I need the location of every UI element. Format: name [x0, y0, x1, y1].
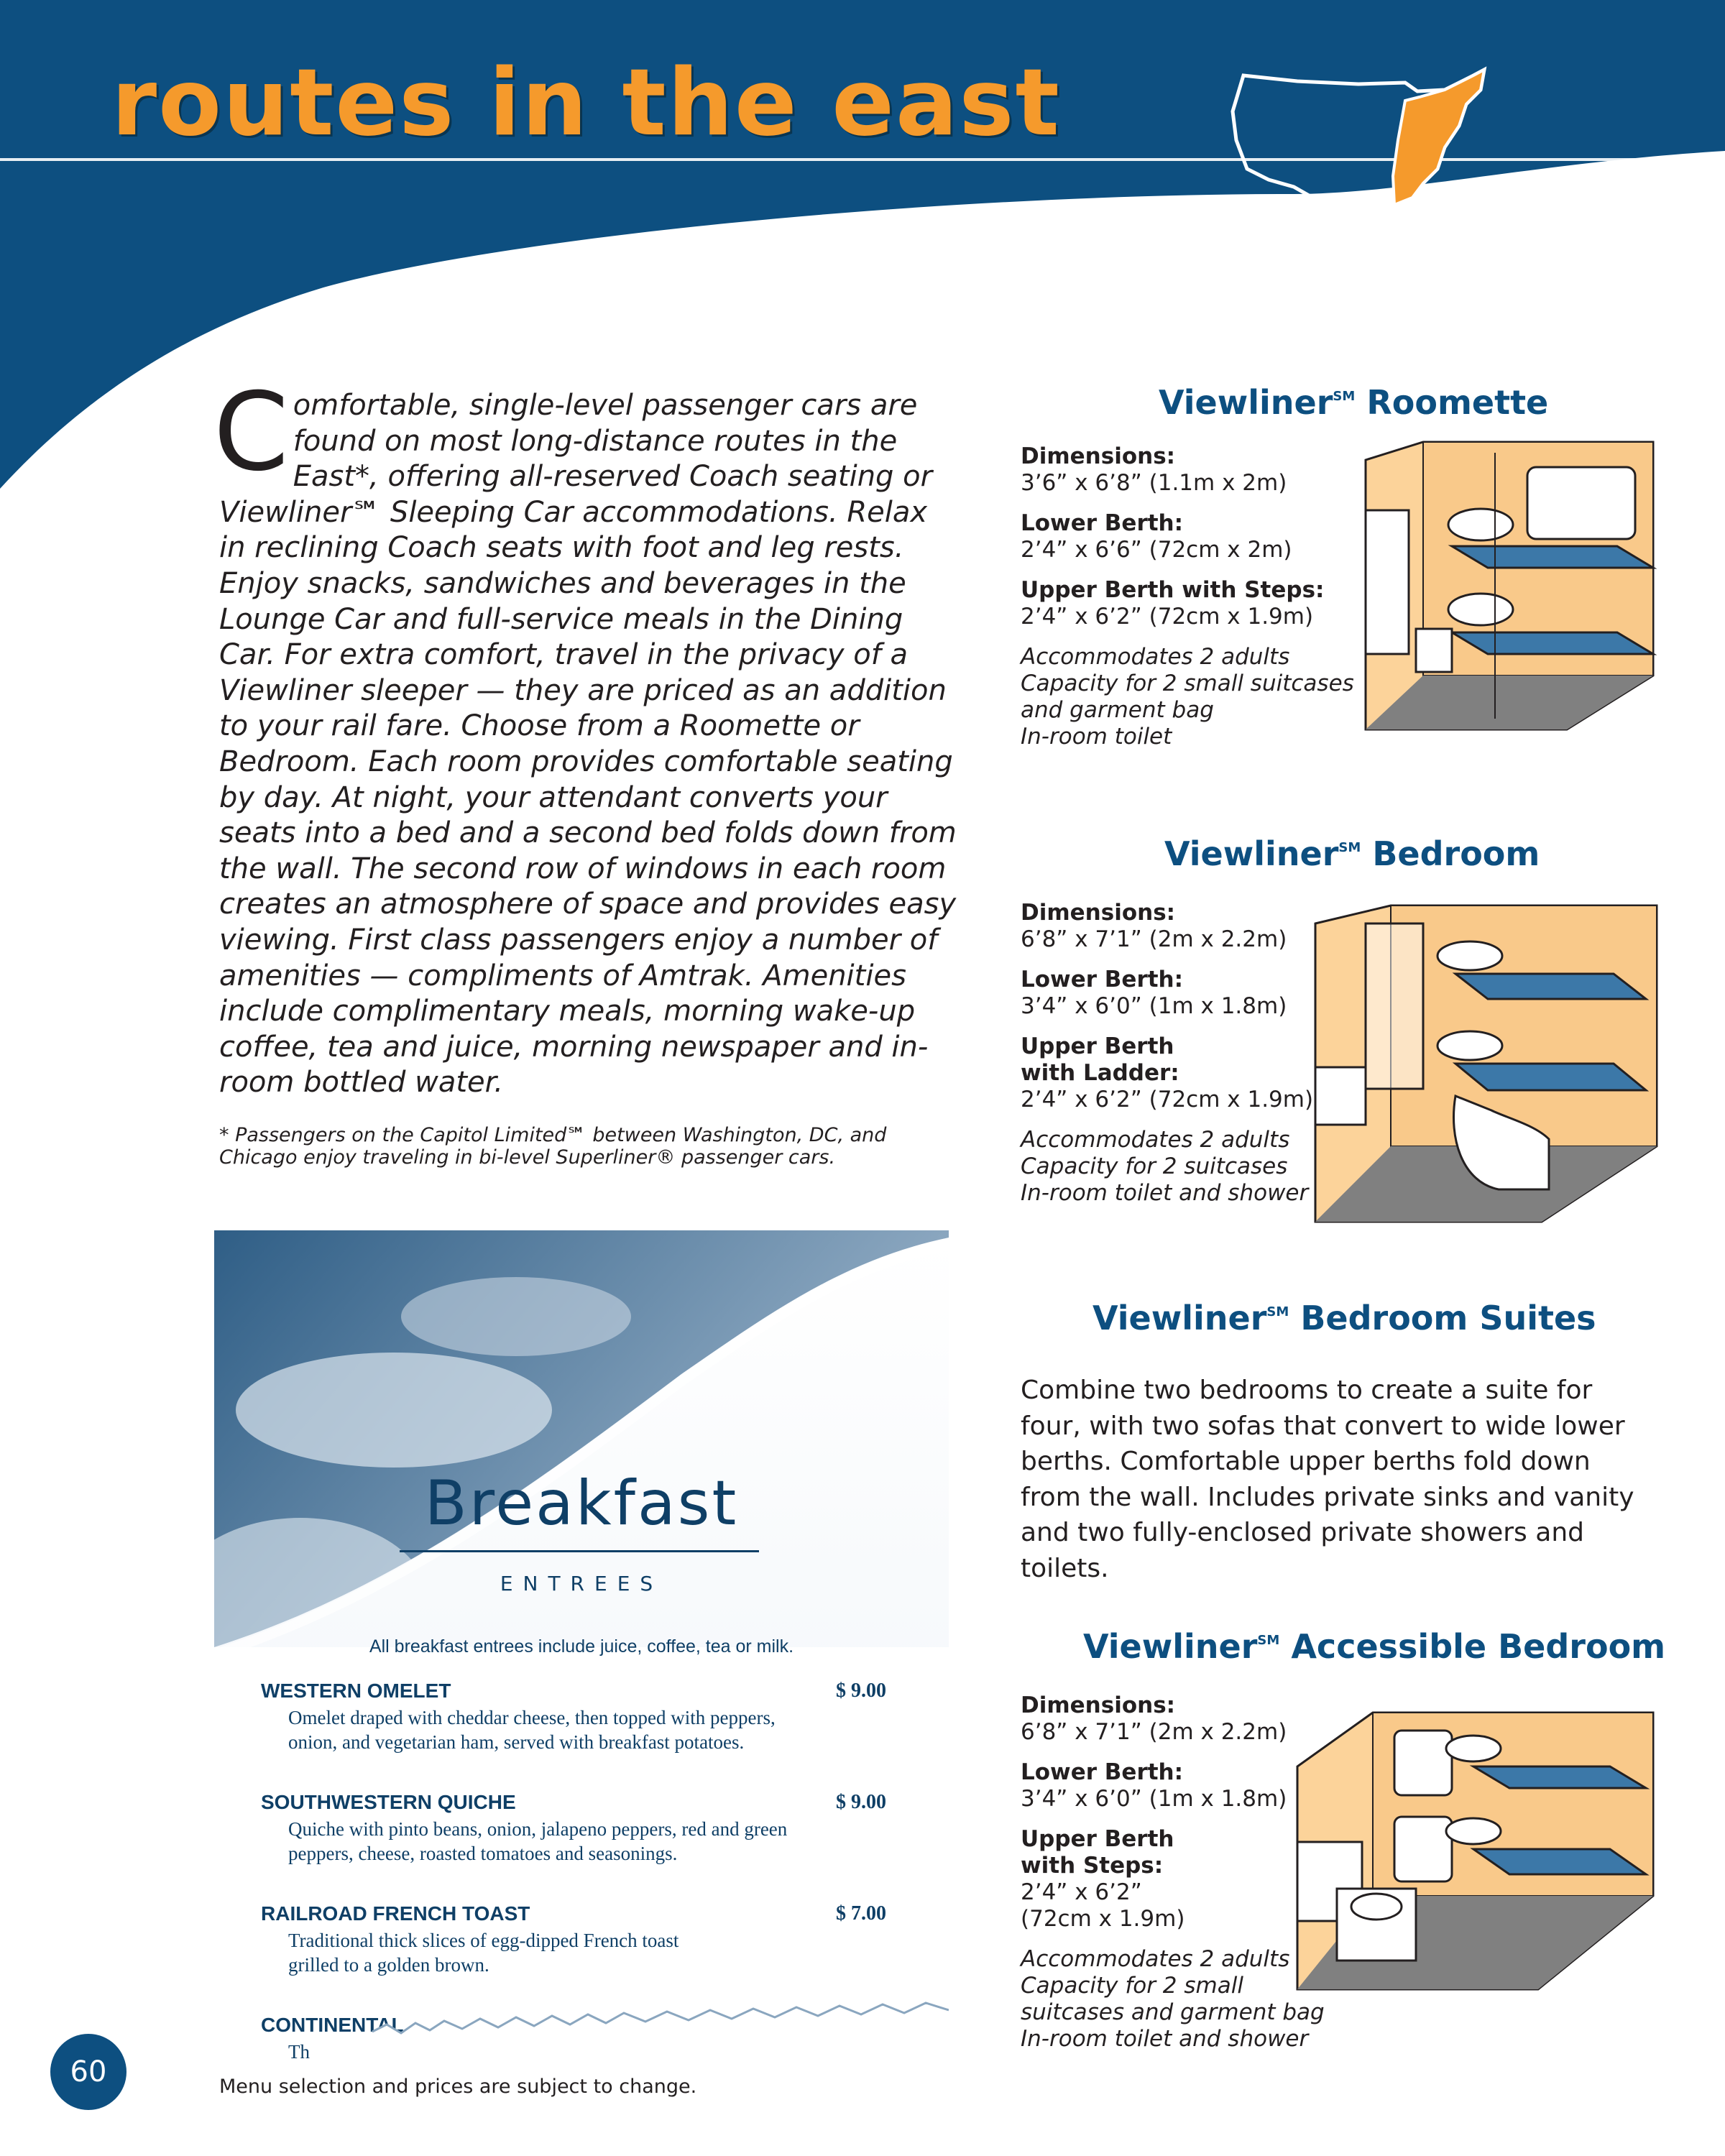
upper-berth-value: 2’4” x 6’2” (72cm x 1.9m) [1021, 1087, 1314, 1112]
accessible-note: Accommodates 2 adults [1021, 1946, 1290, 1972]
accessible-note: suitcases and garment bag [1021, 1999, 1325, 2025]
upper-berth-label: Upper Berth [1021, 1826, 1174, 1852]
us-map-icon [1229, 61, 1495, 226]
lower-berth-value: 2’4” x 6’6” (72cm x 2m) [1021, 537, 1292, 563]
lower-berth-label: Lower Berth: [1021, 967, 1184, 992]
breakfast-menu-card [214, 1230, 949, 2070]
menu-note: All breakfast entrees include juice, coffee, tea or milk. [369, 1636, 794, 1657]
upper-berth-label: Upper Berth with Steps: [1021, 577, 1325, 603]
menu-item [261, 1680, 908, 1754]
roomette-note: Accommodates 2 adults [1021, 644, 1290, 670]
upper-berth-value: 2’4” x 6’2” (72cm x 1.9m) [1021, 604, 1314, 630]
drop-cap: C [213, 370, 289, 495]
bedroom-diagram [1312, 902, 1668, 1229]
roomette-specs [1021, 443, 1380, 750]
menu-item-description: Th [288, 2041, 310, 2063]
bedroom-title: Viewliner℠ Bedroom [1164, 834, 1540, 873]
dimensions-value: 6’8” x 7’1” (2m x 2.2m) [1021, 926, 1287, 952]
upper-berth-label: with Steps: [1021, 1853, 1164, 1879]
menu-title: Breakfast [424, 1468, 739, 1539]
bedroom-note: Accommodates 2 adults [1021, 1127, 1290, 1153]
dimensions-label: Dimensions: [1021, 900, 1176, 926]
menu-item-description: Traditional thick slices of egg-dipped French toast grilled to a golden brown. [288, 1930, 679, 1976]
lower-berth-label: Lower Berth: [1021, 510, 1184, 536]
accessible-note: Capacity for 2 small [1021, 1973, 1243, 1999]
upper-berth-value: (72cm x 1.9m) [1021, 1906, 1185, 1932]
footnote: * Passengers on the Capitol Limited℠ between Washington, DC, and Chicago enjoy traveling in bi-level Superliner® passenger cars. [219, 1124, 887, 1169]
upper-berth-label: Upper Berth [1021, 1033, 1174, 1059]
menu-item-name: CONTINENTAL [261, 2014, 404, 2036]
dimensions-value: 3’6” x 6’8” (1.1m x 2m) [1021, 470, 1287, 496]
menu-item-price: $ 9.00 [836, 1791, 886, 1813]
roomette-note: and garment bag [1021, 697, 1214, 723]
roomette-note: Capacity for 2 small suitcases [1021, 671, 1354, 696]
intro-text: omfortable, single-level passenger cars are found on most long-distance routes in the East*, offering all-reserved Coach seating or Viewliner℠ Sleeping Car accommodations. Relax in reclining Coach seats with foot and leg rests. Enjoy snacks, sandwiches and beverages in the Lounge Car and full-service meals in the Dining Car. For extra comfort, travel in the privacy of a Viewliner sleeper — they are priced as an addition to your rail fare. Choose from a Roomette or Bedroom. Each room provides comfortable seating by day. At night, your attendant converts your seats into a bed and a second bed folds down from the wall. The second row of windows in each room creates an atmosphere of space and provides easy viewing. First class passengers enjoy a number of amenities — compliments of Amtrak. Amenities include complimentary meals, morning wake-up coffee, tea and juice, morning newspaper and in-room bottled water. [219, 389, 957, 1100]
menu-item [261, 1791, 908, 1866]
roomette-title: Viewliner℠ Roomette [1159, 383, 1549, 422]
accessible-note: In-room toilet and shower [1021, 2026, 1309, 2052]
dimensions-value: 6’8” x 7’1” (2m x 2.2m) [1021, 1719, 1287, 1745]
menu-subtitle: ENTREES [500, 1572, 663, 1595]
bedroom-note: Capacity for 2 suitcases [1021, 1153, 1288, 1179]
intro-paragraph [213, 370, 960, 1101]
lower-berth-value: 3’4” x 6’0” (1m x 1.8m) [1021, 993, 1287, 1019]
menu-item-name: WESTERN OMELET [261, 1680, 451, 1702]
bedroom-note: In-room toilet and shower [1021, 1180, 1309, 1206]
menu-item-description: Omelet draped with cheddar cheese, then topped with peppers, onion, and vegetarian ham, served with breakfast potatoes. [288, 1707, 776, 1753]
menu-divider [400, 1550, 759, 1552]
roomette-note: In-room toilet [1021, 724, 1172, 750]
dimensions-label: Dimensions: [1021, 443, 1176, 469]
page-title: routes in the east [111, 50, 1061, 157]
menu-item-price: $ 7.00 [836, 1902, 886, 1925]
lower-berth-label: Lower Berth: [1021, 1759, 1184, 1785]
accessible-title: Viewliner℠ Accessible Bedroom [1083, 1627, 1666, 1666]
lower-berth-value: 3’4” x 6’0” (1m x 1.8m) [1021, 1786, 1287, 1812]
dimensions-label: Dimensions: [1021, 1692, 1176, 1718]
roomette-diagram [1351, 438, 1668, 737]
menu-item-name: SOUTHWESTERN QUICHE [261, 1791, 516, 1813]
page-number: 60 [50, 2034, 126, 2110]
menu-item-name: RAILROAD FRENCH TOAST [261, 1902, 530, 1925]
menu-caption: Menu selection and prices are subject to change. [219, 2076, 697, 2098]
suites-title: Viewliner℠ Bedroom Suites [1092, 1299, 1596, 1337]
upper-berth-value: 2’4” x 6’2” [1021, 1879, 1142, 1905]
menu-item-description: Quiche with pinto beans, onion, jalapeno peppers, red and green peppers, cheese, roasted tomatoes and seasonings. [288, 1818, 788, 1864]
suites-description: Combine two bedrooms to create a suite for four, with two sofas that convert to wide lower berths. Comfortable upper berths fold down from the wall. Includes private sinks and vanity and two fully-enclosed private showers and toilets. [1021, 1376, 1634, 1583]
accessible-bedroom-diagram [1294, 1709, 1668, 1996]
menu-item-price: $ 9.00 [836, 1680, 886, 1702]
menu-item [261, 1902, 908, 1977]
torn-edge [214, 1981, 949, 2070]
upper-berth-label: with Ladder: [1021, 1060, 1179, 1086]
